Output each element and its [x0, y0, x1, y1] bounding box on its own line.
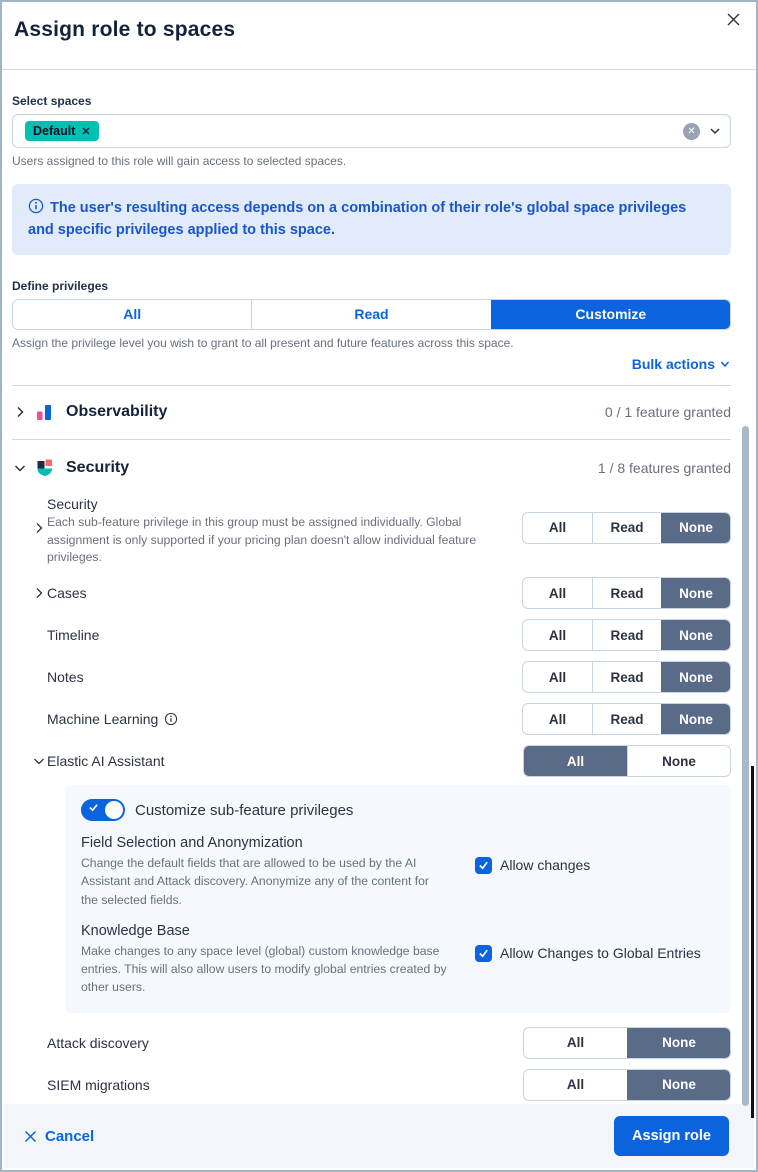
ai-assistant-privilege-group	[523, 745, 731, 777]
read-button[interactable]: Read	[592, 620, 661, 650]
close-icon[interactable]	[722, 8, 744, 30]
checkbox-label: Allow Changes to Global Entries	[500, 944, 701, 961]
feature-label: Cases	[47, 585, 87, 601]
chevron-down-icon[interactable]	[708, 124, 722, 138]
feature-description: Each sub-feature privilege in this group must be assigned individually. Global assignment is only supported if your pricing plan doesn't allow individual feature privileges.	[47, 514, 477, 565]
spaces-help-text: Users assigned to this role will gain access to selected spaces.	[12, 154, 347, 168]
category-title: Security	[66, 458, 130, 476]
bulk-actions-link[interactable]	[632, 356, 731, 372]
feature-row-elastic-ai-assistant	[31, 745, 731, 777]
feature-label: Notes	[47, 669, 84, 685]
close-icon	[24, 1130, 37, 1143]
privilege-all-button[interactable]: All	[13, 300, 251, 329]
none-button[interactable]: None	[627, 1028, 730, 1058]
category-security[interactable]	[12, 444, 731, 492]
feature-row-cases	[31, 577, 731, 609]
feature-row-machine-learning	[31, 703, 731, 735]
callout-text: The user's resulting access depends on a combination of their role's global space privileges and specific privileges applied to this space.	[28, 200, 687, 239]
space-badge-label: Default	[33, 124, 76, 138]
allow-changes-checkbox[interactable]	[475, 857, 492, 874]
cancel-label: Cancel	[45, 1127, 95, 1145]
info-callout	[12, 184, 731, 255]
chevron-down-icon	[719, 358, 731, 370]
all-button[interactable]: All	[566, 1035, 585, 1051]
category-count: 0 / 1 feature granted	[604, 404, 731, 421]
feature-label: Machine Learning	[47, 711, 159, 727]
cases-privilege-group	[522, 577, 731, 609]
chevron-right-icon[interactable]	[12, 404, 28, 420]
subfeature-description: Change the default fields that are allowed to be used by the AI Assistant and Attack discovery. Anonymize any of the content for the selected fields.	[81, 856, 429, 907]
security-privilege-group	[522, 512, 731, 544]
feature-label: Security	[47, 495, 98, 512]
privilege-customize-button[interactable]: Customize	[491, 300, 730, 329]
machine-learning-privilege-group	[522, 703, 731, 735]
subfeature-knowledge-base	[81, 923, 715, 997]
chevron-right-icon[interactable]	[31, 520, 47, 567]
none-button[interactable]: None	[661, 578, 730, 608]
all-button[interactable]: All	[548, 627, 567, 643]
privilege-read-button[interactable]: Read	[251, 300, 490, 329]
feature-label: Elastic AI Assistant	[47, 753, 165, 769]
privilege-level-group	[12, 299, 731, 330]
page-title: Assign role to spaces	[14, 18, 236, 41]
feature-row-siem-migrations	[31, 1069, 731, 1101]
bulk-actions-label: Bulk actions	[631, 355, 715, 372]
space-badge[interactable]	[25, 121, 99, 141]
none-button[interactable]: None	[661, 513, 730, 543]
modal-footer	[4, 1104, 754, 1168]
all-button[interactable]: All	[548, 669, 567, 685]
feature-label: Timeline	[47, 627, 100, 643]
toggle-label: Customize sub-feature privileges	[135, 801, 354, 819]
feature-row-timeline	[31, 619, 731, 651]
all-button[interactable]: All	[548, 711, 567, 727]
category-count: 1 / 8 features granted	[597, 459, 731, 476]
ai-subfeature-panel	[65, 785, 731, 1013]
read-button[interactable]: Read	[592, 578, 661, 608]
subfeature-title: Knowledge Base	[81, 922, 190, 939]
none-button[interactable]: None	[627, 1070, 730, 1100]
notes-privilege-group	[522, 661, 731, 693]
all-button[interactable]: All	[548, 585, 567, 601]
info-icon[interactable]	[164, 712, 178, 726]
subfeature-field-selection	[81, 835, 715, 909]
allow-global-entries-checkbox[interactable]	[475, 945, 492, 962]
privileges-help-text: Assign the privilege level you wish to grant to all present and future features across this space.	[12, 335, 514, 350]
security-icon	[35, 458, 54, 477]
feature-label: SIEM migrations	[47, 1076, 150, 1093]
read-button[interactable]: Read	[592, 704, 661, 734]
read-button[interactable]: Read	[592, 662, 661, 692]
all-button[interactable]: All	[566, 1077, 585, 1093]
siem-migrations-privilege-group	[523, 1069, 731, 1101]
none-button[interactable]: None	[661, 704, 730, 734]
timeline-privilege-group	[522, 619, 731, 651]
spaces-combobox[interactable]	[12, 114, 731, 148]
assign-role-button[interactable]: Assign role	[614, 1116, 729, 1156]
none-button[interactable]: None	[627, 746, 730, 776]
modal-header	[2, 2, 756, 70]
none-button[interactable]: None	[661, 620, 730, 650]
all-button[interactable]: All	[548, 520, 567, 536]
inner-scrollbar-thumb[interactable]	[742, 426, 749, 1106]
divider	[12, 439, 731, 440]
category-title: Observability	[66, 403, 168, 421]
all-button[interactable]: All	[524, 746, 627, 776]
cancel-button[interactable]	[24, 1128, 94, 1145]
define-privileges-label: Define privileges	[12, 278, 109, 293]
info-icon	[28, 198, 44, 214]
chevron-down-icon[interactable]	[12, 460, 28, 476]
toggle-thumb	[105, 801, 123, 819]
select-spaces-label: Select spaces	[12, 94, 92, 108]
category-observability[interactable]	[12, 386, 731, 439]
feature-row-attack-discovery	[31, 1027, 731, 1059]
checkbox-label: Allow changes	[500, 857, 591, 873]
feature-row-security	[31, 496, 731, 567]
attack-discovery-privilege-group	[523, 1027, 731, 1059]
observability-icon	[35, 403, 54, 422]
none-button[interactable]: None	[661, 662, 730, 692]
remove-space-icon[interactable]: ✕	[81, 125, 91, 138]
feature-row-notes	[31, 661, 731, 693]
feature-label: Attack discovery	[47, 1034, 149, 1051]
chevron-down-icon[interactable]	[31, 753, 47, 769]
outer-scrollbar-thumb[interactable]	[751, 766, 754, 1118]
subfeature-title: Field Selection and Anonymization	[81, 835, 303, 851]
clear-selection-icon[interactable]: ✕	[683, 123, 700, 140]
read-button[interactable]: Read	[592, 513, 661, 543]
customize-subfeature-toggle[interactable]	[81, 799, 125, 821]
chevron-right-icon[interactable]	[31, 585, 47, 601]
subfeature-description: Make changes to any space level (global) custom knowledge base entries. This will also allow users to modify global entries created by other users.	[81, 943, 447, 995]
